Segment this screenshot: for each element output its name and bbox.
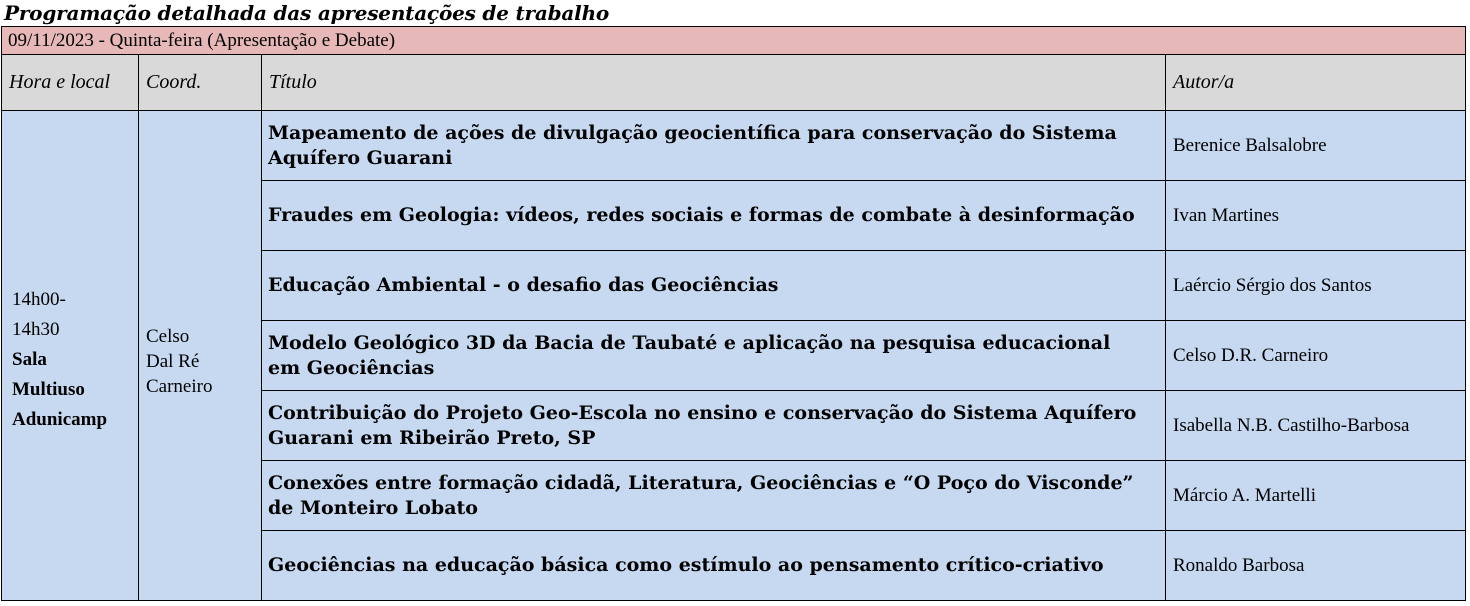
presentation-author: Berenice Balsalobre (1166, 111, 1466, 181)
header-row (2, 55, 1466, 111)
presentation-author: Márcio A. Martelli (1166, 461, 1466, 531)
time-location-cell (2, 111, 139, 601)
column-header-coord: Coord. (139, 55, 262, 111)
presentation-title: Geociências na educação básica como estímulo ao pensamento crítico-criativo (262, 531, 1166, 601)
room-line-3: Adunicamp (12, 408, 108, 430)
coordinator-line-1: Celso (146, 326, 190, 347)
presentation-author: Celso D.R. Carneiro (1166, 321, 1466, 391)
presentation-author: Ivan Martines (1166, 181, 1466, 251)
column-header-hora: Hora e local (2, 55, 139, 111)
presentation-title: Conexões entre formação cidadã, Literatura, Geociências e “O Poço do Visconde” de Monteiro Lobato (262, 461, 1166, 531)
column-header-titulo: Título (262, 55, 1166, 111)
date-heading: 09/11/2023 - Quinta-feira (Apresentação e Debate) (2, 27, 1466, 55)
coordinator-line-3: Carneiro (146, 376, 213, 397)
date-row (2, 27, 1466, 55)
coordinator-line-2: Dal Ré (146, 351, 200, 372)
presentation-title: Contribuição do Projeto Geo-Escola no ensino e conservação do Sistema Aquífero Guarani em Ribeirão Preto, SP (262, 391, 1166, 461)
column-header-autor: Autor/a (1166, 55, 1466, 111)
presentation-author: Laércio Sérgio dos Santos (1166, 251, 1466, 321)
presentation-title: Fraudes em Geologia: vídeos, redes sociais e formas de combate à desinformação (262, 181, 1166, 251)
presentation-author: Isabella N.B. Castilho-Barbosa (1166, 391, 1466, 461)
presentation-author: Ronaldo Barbosa (1166, 531, 1466, 601)
document-title: Programação detalhada das apresentações de trabalho (4, 1, 610, 25)
room-line-1: Sala (12, 348, 47, 370)
room-line-2: Multiuso (12, 378, 85, 400)
table-row (2, 111, 1466, 181)
presentation-title: Educação Ambiental - o desafio das Geociências (262, 251, 1166, 321)
presentation-title: Modelo Geológico 3D da Bacia de Taubaté e aplicação na pesquisa educacional em Geociências (262, 321, 1166, 391)
time-end: 14h30 (12, 318, 60, 340)
schedule-table (1, 26, 1466, 601)
coordinator-cell (139, 111, 262, 601)
presentation-title: Mapeamento de ações de divulgação geocientífica para conservação do Sistema Aquífero Guarani (262, 111, 1166, 181)
time-start: 14h00- (12, 288, 66, 310)
